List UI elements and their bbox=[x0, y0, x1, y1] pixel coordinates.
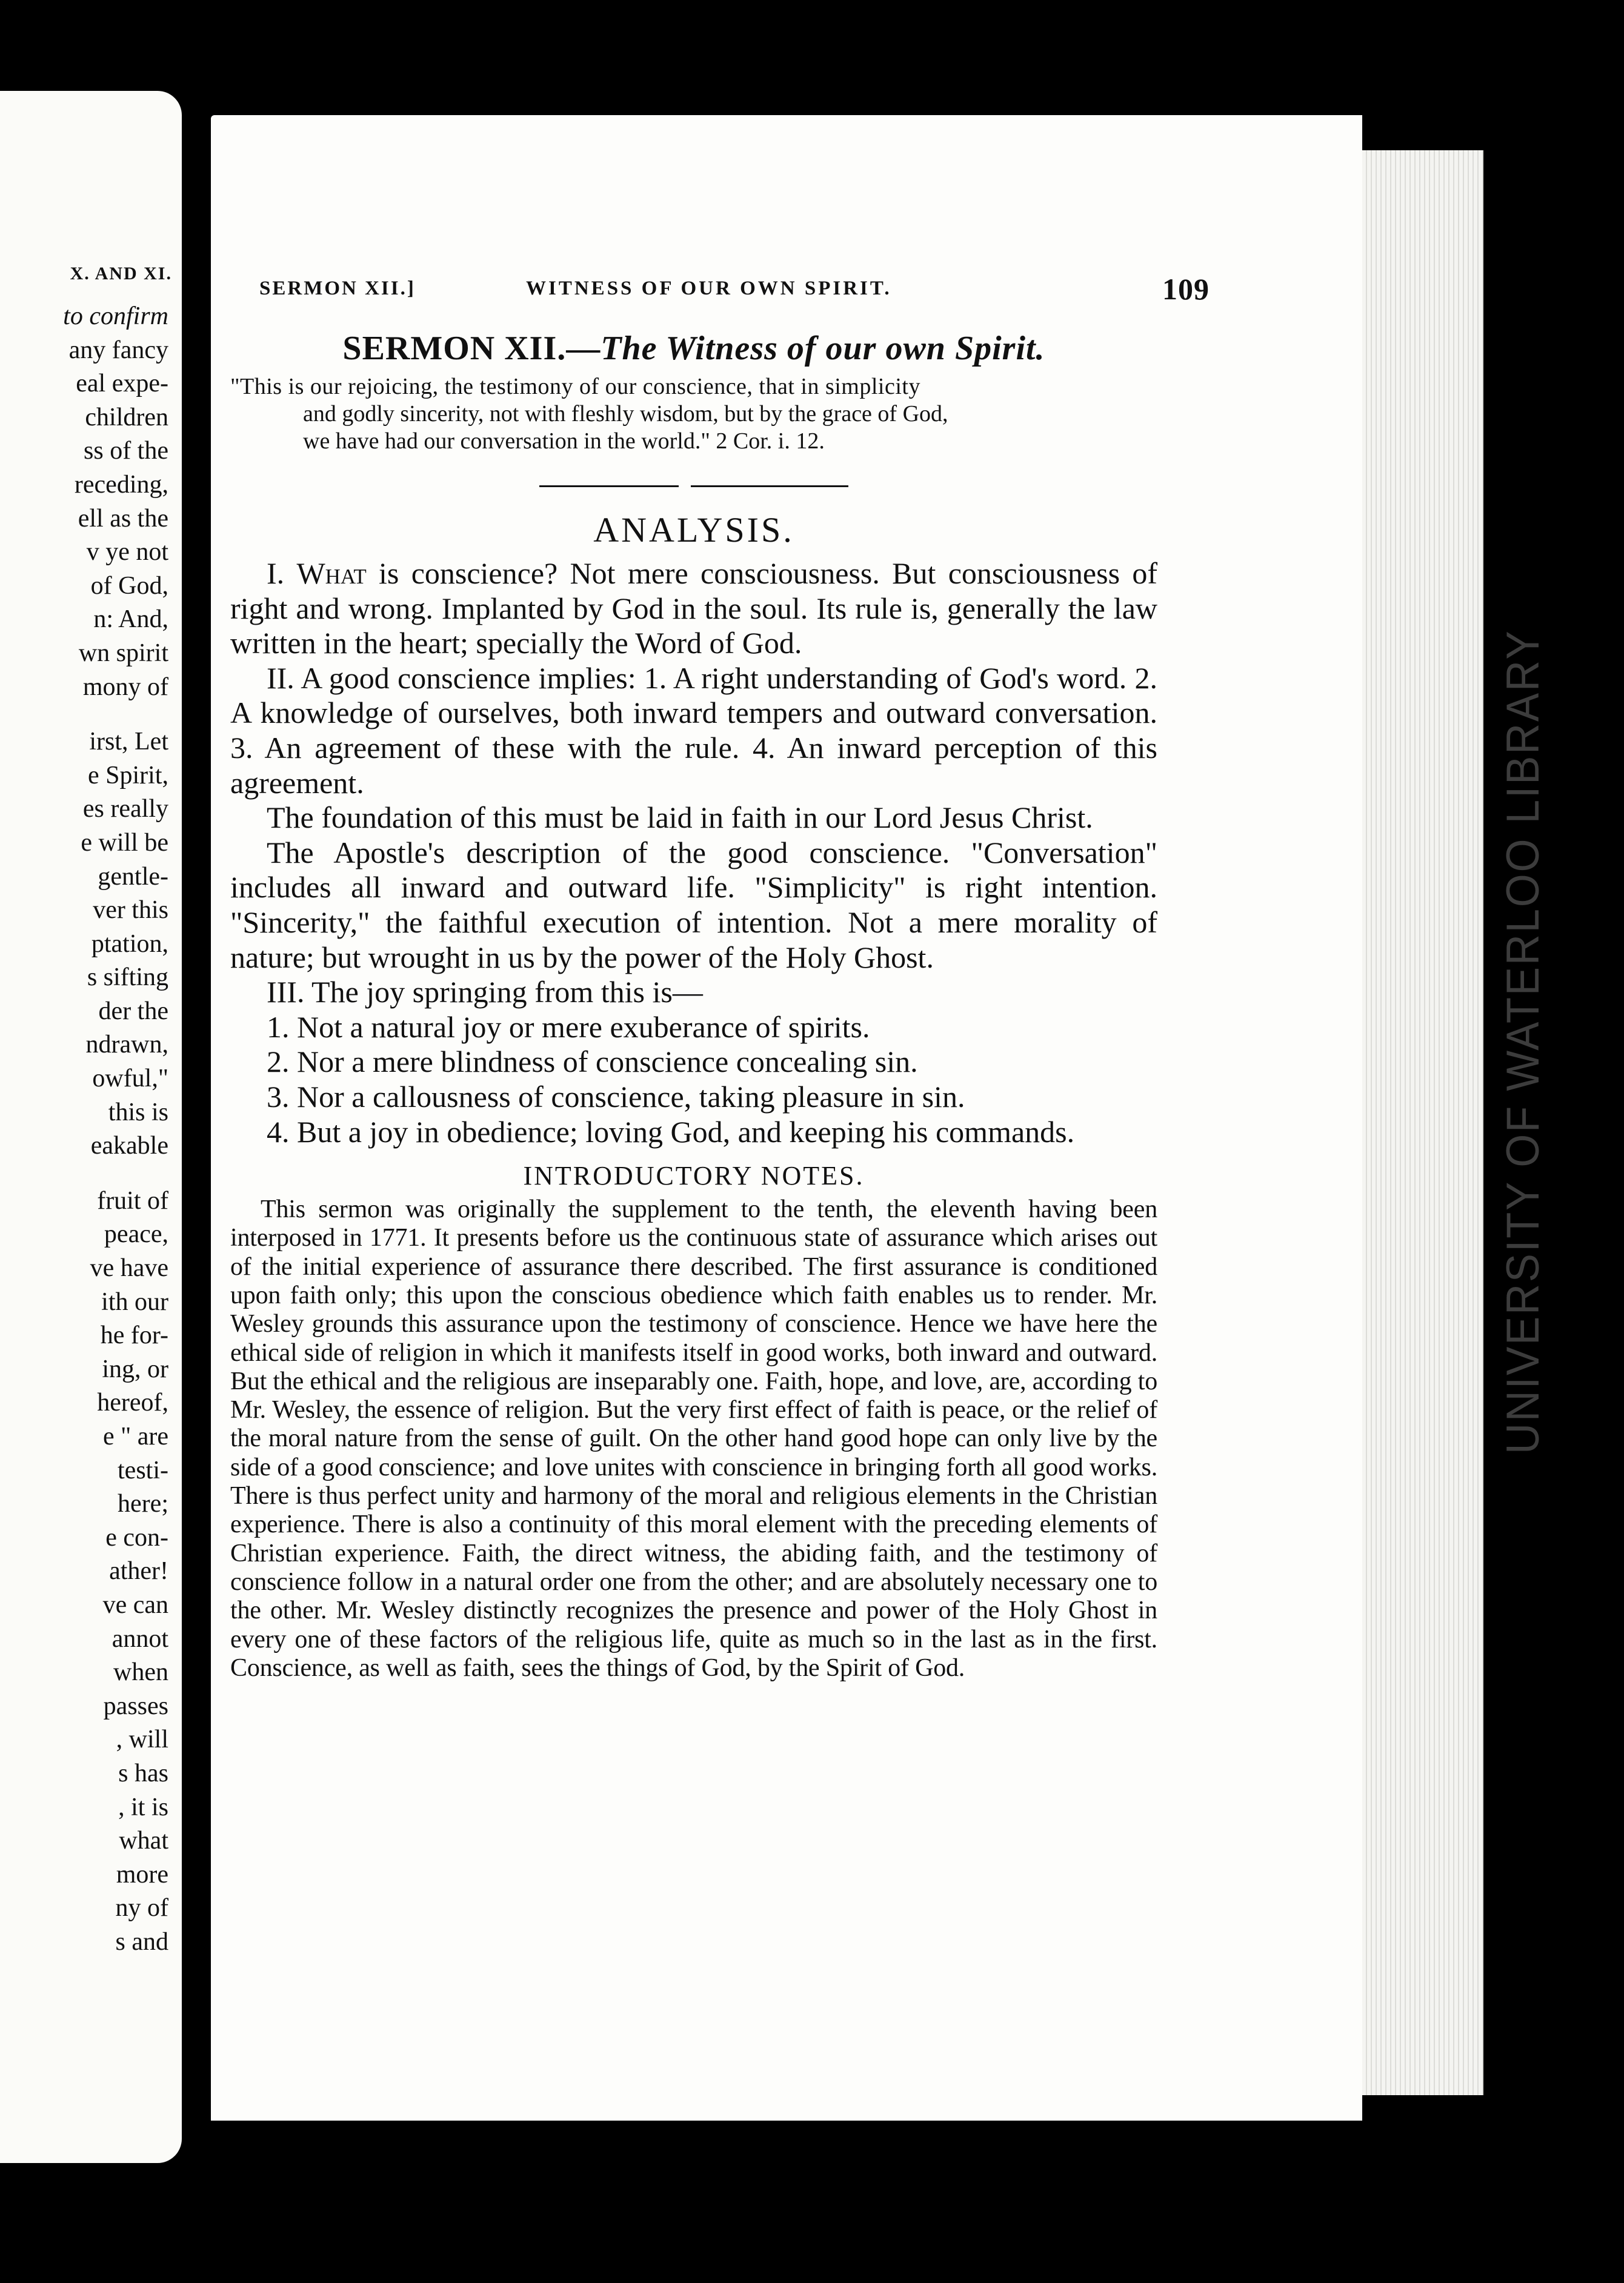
previous-page-line: ptation, bbox=[91, 929, 168, 958]
previous-page-line: ver this bbox=[93, 896, 168, 925]
analysis-paragraph: The Apostle's description of the good conscience. "Conversation" includes all inward and outward life. "Simplicity" is right intention. "Sincerity," the faithful execution of intention. Not a mere morality of nature; but wrought in us by the power of the Holy Ghost. bbox=[230, 835, 1157, 974]
previous-page-line: this is bbox=[108, 1098, 168, 1126]
epigraph-line: we have had our conversation in the world." 2 Cor. i. 12. bbox=[303, 428, 825, 454]
page-number: 109 bbox=[1162, 272, 1210, 306]
notes-paragraph: This sermon was originally the supplement to the tenth, the eleventh having been interposed in 1771. It presents before us the continuous state of assurance which arises out of the initial experience of assurance there described. The first assurance is conditioned upon faith only; this upon the conscious obedience which faith enables us to render. Mr. Wesley grounds this assurance upon the testimony of conscience. Hence we have here the ethical side of religion in which it manifests itself in good works, both inward and outward. But the ethical and the religious are inseparably one. Faith, hope, and love, are, according to Mr. Wesley, the essence of religion. But the very first effect of faith is peace, or the relief of the moral nature from the sense of guilt. On the other hand good hope can only live by the side of a good conscience; and love unites with conscience in bringing forth all good works. There is thus perfect unity and harmony of the moral and religious elements in the Christian experience. There is also a continuity of this moral element with the preceding elements of Christian experience. Faith, the direct witness, the abiding faith, and the testimony of conscience follow in a natural order one from the other; and are absolutely necessary one to the other. Mr. Wesley distinctly recognizes the presence and power of the Holy Ghost in every one of these factors of the religious life, quite as much so in the last as in the first. Conscience, as well as faith, sees the things of God, by the Spirit of God. bbox=[230, 1195, 1157, 1682]
analysis-heading: ANALYSIS. bbox=[593, 510, 794, 550]
previous-page-line: owful," bbox=[92, 1065, 168, 1093]
previous-page-line: gentle- bbox=[98, 862, 168, 891]
previous-page-line: eal expe- bbox=[76, 370, 168, 398]
previous-page-fragment bbox=[0, 91, 182, 2163]
running-head-title: WITNESS OF OUR OWN SPIRIT. bbox=[526, 277, 892, 299]
analysis-paragraph: The foundation of this must be laid in faith in our Lord Jesus Christ. bbox=[267, 800, 1093, 835]
previous-page-line: e con- bbox=[105, 1523, 168, 1552]
previous-page-line: v ye not bbox=[86, 538, 168, 567]
previous-page-line: he for- bbox=[100, 1321, 168, 1350]
previous-page-line: s sifting bbox=[87, 963, 168, 992]
previous-page-line: receding, bbox=[74, 470, 168, 499]
previous-page-line: , it is bbox=[118, 1793, 168, 1821]
previous-page-line: any fancy bbox=[68, 336, 168, 364]
sermon-title-prefix: SERMON XII.— bbox=[342, 330, 601, 367]
previous-page-line: ve have bbox=[90, 1254, 168, 1283]
previous-page-line: ell as the bbox=[78, 504, 168, 533]
previous-page-line: fruit of bbox=[97, 1186, 168, 1215]
previous-page-line: hereof, bbox=[97, 1389, 168, 1417]
previous-page-line: , will bbox=[116, 1726, 168, 1754]
previous-page-line: when bbox=[113, 1658, 168, 1687]
epigraph bbox=[230, 373, 1157, 455]
previous-page-line: ss of the bbox=[84, 437, 168, 465]
previous-page-line: passes bbox=[103, 1692, 168, 1720]
previous-page-line: more bbox=[116, 1860, 168, 1889]
previous-page-line: annot bbox=[111, 1624, 168, 1653]
previous-page-line: ing, or bbox=[102, 1355, 168, 1383]
divider-rule bbox=[230, 485, 1157, 487]
previous-page-line bbox=[0, 704, 168, 725]
previous-page-line: ny of bbox=[115, 1894, 168, 1922]
previous-page-line: mony of bbox=[82, 673, 168, 701]
analysis-list-item: 2. Nor a mere blindness of conscience concealing sin. bbox=[267, 1045, 918, 1079]
previous-page-line: der the bbox=[98, 997, 168, 1025]
analysis-list-item: 1. Not a natural joy or mere exuberance of spirits. bbox=[267, 1009, 870, 1044]
previous-page-line: ith our bbox=[101, 1288, 168, 1316]
previous-page-line: of God, bbox=[90, 571, 168, 600]
epigraph-line: and godly sincerity, not with fleshly wisdom, but by the grace of God, bbox=[303, 401, 948, 427]
previous-page-line: e Spirit, bbox=[88, 761, 168, 789]
analysis-paragraph: III. The joy springing from this is— bbox=[267, 975, 703, 1009]
running-head-sermon: SERMON XII.] bbox=[259, 277, 416, 299]
previous-page-running-head: X. AND XI. bbox=[70, 264, 172, 284]
previous-page-text bbox=[0, 300, 168, 1959]
sermon-title-italic: The Witness of our own Spirit. bbox=[601, 330, 1045, 367]
previous-page-line: peace, bbox=[104, 1220, 168, 1249]
previous-page-line: s has bbox=[118, 1759, 168, 1787]
page-content bbox=[230, 327, 1157, 1683]
previous-page-line: to confirm bbox=[63, 302, 168, 330]
previous-page-line: wn spirit bbox=[78, 639, 168, 667]
sermon-title bbox=[230, 327, 1157, 370]
previous-page-line: here; bbox=[118, 1490, 168, 1518]
analysis-list-item: 4. But a joy in obedience; loving God, and keeping his commands. bbox=[267, 1114, 1075, 1149]
previous-page-line: testi- bbox=[118, 1456, 168, 1484]
notes-heading: INTRODUCTORY NOTES. bbox=[523, 1161, 865, 1191]
previous-page-line bbox=[0, 1163, 168, 1185]
previous-page-line: children bbox=[85, 403, 168, 431]
previous-page-line: ather! bbox=[109, 1557, 168, 1586]
previous-page-line: e " are bbox=[102, 1423, 168, 1451]
previous-page-line: eakable bbox=[90, 1132, 168, 1160]
analysis-paragraph: II. A good conscience implies: 1. A right understanding of God's word. 2. A knowledge of ourselves, both inward tempers and outward conversation. 3. An agreement of these with the rule. 4. An inward perception of this agreement. bbox=[230, 660, 1157, 800]
analysis-paragraph: I. What is conscience? Not mere consciousness. But consciousness of right and wrong. Implanted by God in the soul. Its rule is, generally the law written in the heart; specially the Word of God. bbox=[230, 556, 1157, 660]
previous-page-line: ve can bbox=[102, 1590, 168, 1619]
page-edges bbox=[1362, 150, 1483, 2095]
previous-page-line: ndrawn, bbox=[85, 1031, 168, 1059]
previous-page-line: n: And, bbox=[93, 605, 168, 634]
library-stamp: UNIVERSITY OF WATERLOO LIBRARY bbox=[1497, 629, 1549, 1454]
previous-page-line: es really bbox=[82, 795, 168, 823]
epigraph-line: "This is our rejoicing, the testimony of our conscience, that in simplicity bbox=[230, 374, 920, 399]
previous-page-line: what bbox=[119, 1827, 168, 1855]
previous-page-line: irst, Let bbox=[89, 728, 168, 756]
previous-page-line: s and bbox=[115, 1927, 168, 1956]
previous-page-line: e will be bbox=[81, 828, 168, 857]
analysis-list-item: 3. Nor a callousness of conscience, taking pleasure in sin. bbox=[267, 1079, 965, 1114]
